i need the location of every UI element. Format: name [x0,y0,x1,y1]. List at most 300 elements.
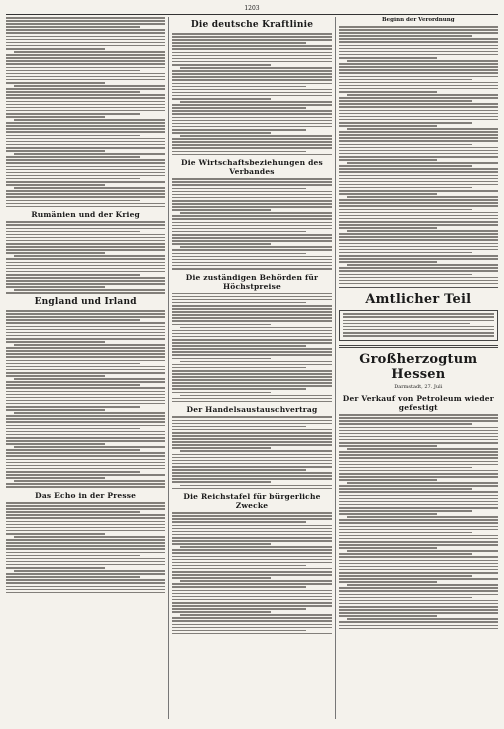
text-line [172,515,331,517]
text-line [14,255,165,257]
text-line [339,38,498,40]
text-line [172,543,271,545]
text-line [339,113,498,115]
text-line [172,129,306,131]
text-line [6,555,140,557]
text-line [172,126,331,128]
text-line [339,215,498,217]
text-line [6,70,140,72]
text-line [6,403,165,405]
text-line [339,178,498,180]
text-line [172,147,331,149]
text-line [6,338,165,340]
text-line [339,218,498,220]
text-line [339,29,498,31]
text-line [172,633,331,635]
text-line [6,387,165,389]
text-line [339,427,498,429]
text-line [172,599,331,601]
text-line [339,267,498,269]
text-line [6,363,140,365]
text-line [6,32,165,34]
text-line [172,55,331,57]
text-line [172,89,331,91]
text-line [6,564,165,566]
section-title-hessen: Großherzogtum Hessen [359,352,478,383]
text-line [6,517,165,519]
text-line [339,479,438,481]
text-line [6,579,165,581]
text-line [172,79,331,81]
text-line [6,206,165,208]
text-line [172,262,331,264]
text-line [172,568,331,570]
text-line [6,138,165,140]
text-line [180,135,331,137]
text-line [172,351,331,353]
text-line [172,354,331,356]
text-line [172,345,306,347]
text-line [6,589,165,591]
text-line [6,369,165,371]
text-line [6,391,165,393]
text-line [172,259,331,261]
text-line [339,57,438,59]
text-line [339,485,498,487]
text-line [339,609,498,611]
text-line [339,249,498,251]
text-line [172,70,331,72]
text-line [172,537,331,539]
text-line [6,156,140,158]
text-line [343,313,494,315]
text-line [172,577,271,579]
text-line [172,36,331,38]
column-right [335,17,498,719]
text-line [339,224,498,226]
text-line [172,457,331,459]
text-line [6,97,165,99]
text-line [172,590,331,592]
text-line [6,107,165,109]
text-line [6,280,165,282]
text-line [172,42,306,44]
text-line [172,48,331,50]
text-line [339,100,473,102]
text-line [6,542,165,544]
text-line [172,302,306,304]
article-body [339,414,498,629]
text-line [339,606,498,608]
text-line [347,264,498,266]
text-line [339,202,498,204]
text-line [172,305,331,307]
text-line [6,375,105,377]
text-line [6,533,105,535]
newspaper-page [6,5,498,719]
text-line [172,416,331,418]
text-line [6,561,165,563]
text-line [339,587,498,589]
text-line [6,196,165,198]
text-line [343,316,494,318]
text-line [172,602,331,604]
text-line [6,400,165,402]
text-line [339,488,473,490]
text-line [339,209,473,211]
text-line [172,556,331,558]
text-line [172,240,331,242]
text-line [339,35,473,37]
text-line [339,72,498,74]
text-line [347,516,498,518]
text-line [343,323,470,325]
text-line [172,463,331,465]
text-line [172,98,271,100]
text-line [6,329,165,331]
text-line [172,308,331,310]
text-line [339,156,498,158]
text-line [6,203,165,205]
text-line [172,138,331,140]
text-line [339,603,498,605]
text-line [172,549,331,551]
article-body [6,310,165,488]
text-line [339,137,498,139]
text-line [172,472,331,474]
text-line [339,430,498,432]
text-line [6,23,165,25]
text-line [339,277,498,279]
text-line [339,553,473,555]
text-line [6,483,165,485]
text-line [339,529,498,531]
text-line [172,200,331,202]
text-line [172,370,331,372]
text-line [6,252,105,254]
text-line [172,95,331,97]
text-line [172,401,331,403]
text-line [172,194,331,196]
text-line [6,243,165,245]
text-line [172,382,331,384]
text-line [172,373,331,375]
text-line [6,548,165,550]
headline: Die deutsche Kraftlinie [190,20,314,30]
text-line [6,181,165,183]
text-line [6,508,165,510]
text-line [339,535,498,537]
text-line [6,240,165,242]
text-line [180,327,331,329]
text-line [172,320,331,322]
text-line [339,628,498,630]
text-line [172,45,331,47]
text-line [339,63,498,65]
text-line [172,608,306,610]
text-line [14,412,165,414]
text-line [339,131,498,133]
text-line [6,443,105,445]
text-line [339,246,498,248]
text-line [339,560,498,562]
text-line [6,104,165,106]
text-line [6,17,165,19]
text-line [6,162,165,164]
text-line [347,584,498,586]
headline: Der Verkauf von Petroleum wieder gefestigt [342,394,494,413]
text-line [339,581,438,583]
text-line [172,620,331,622]
text-line [6,437,165,439]
text-line [172,299,331,301]
text-line [347,618,498,620]
text-line [172,144,331,146]
text-line [172,333,331,335]
text-line [172,376,331,378]
text-line [14,289,165,291]
text-line [6,150,105,152]
text-line [6,582,165,584]
text-line [172,209,271,211]
text-line [339,54,498,56]
text-line [339,239,498,241]
text-line [172,429,331,431]
headline: Das Echo in der Presse [35,491,137,500]
text-line [172,317,331,319]
text-line [172,426,306,428]
text-line [6,465,165,467]
headline: Rumänien und der Krieg [31,210,141,220]
text-line [180,67,331,69]
text-line [339,187,473,189]
text-line [172,367,306,369]
text-line [343,329,494,331]
text-line [172,420,331,422]
text-line [172,562,331,564]
text-line [339,423,473,425]
text-line [172,528,331,530]
section-title-official: Amtlicher Teil [365,292,472,308]
text-line [6,409,105,411]
text-line [6,169,165,171]
text-line [6,231,140,233]
text-line [172,593,331,595]
text-line [172,586,306,588]
text-line [6,477,105,479]
text-line [172,249,331,251]
text-line [6,459,165,461]
text-line [339,600,498,602]
text-line [339,612,498,614]
text-line [6,67,165,69]
text-line [14,570,165,572]
text-line [172,117,331,119]
text-line [172,52,331,54]
text-line [339,32,498,34]
article-body [172,178,331,269]
text-line [6,277,165,279]
divider [339,287,498,288]
text-line [339,41,498,43]
text-line [172,435,331,437]
text-line [6,418,165,420]
text-line [339,66,498,68]
text-line [172,432,331,434]
text-line [6,159,165,161]
header-rule [6,14,498,15]
text-line [6,292,165,294]
text-line [6,20,165,22]
text-line [172,444,331,446]
text-line [339,457,498,459]
text-line [172,120,331,122]
text-line [172,447,271,449]
article-body [6,221,165,294]
text-line [339,507,498,509]
headline: Der Handelsaustauschvertrag [186,405,318,415]
text-line [6,147,165,149]
text-line [6,462,165,464]
text-line [6,471,140,473]
text-line [180,246,331,248]
text-line [6,326,165,328]
text-line [6,116,105,118]
text-line [172,385,331,387]
text-line [339,175,498,177]
text-line [180,450,331,452]
text-line [6,576,140,578]
text-line [6,101,165,103]
text-line [180,614,331,616]
text-line [172,73,331,75]
columns [6,17,498,719]
text-line [339,280,498,282]
text-line [6,310,165,312]
text-line [339,476,498,478]
text-line [180,580,331,582]
text-line [339,566,498,568]
text-line [339,45,498,47]
text-line [6,249,165,251]
text-line [6,372,165,374]
text-line [339,97,498,99]
text-line [339,544,498,546]
text-line [339,578,498,580]
text-line [172,191,331,193]
text-line [339,165,473,167]
text-line [172,39,331,41]
text-line [172,364,331,366]
text-line [339,221,498,223]
article-body [172,33,331,155]
text-line [172,571,331,573]
text-line [339,91,438,93]
text-line [6,350,165,352]
text-line [6,29,165,31]
text-line [14,344,165,346]
text-line [6,63,165,65]
headline: Die Reichstafel für bürgerliche Zwecke [183,492,321,511]
text-line [172,132,271,134]
text-line [172,197,331,199]
text-line [339,563,498,565]
text-line [172,454,331,456]
text-line [6,567,105,569]
text-line [6,558,165,560]
text-line [6,224,165,226]
text-line [6,113,140,115]
text-line [172,611,271,613]
text-line [172,336,331,338]
text-line [180,361,331,363]
text-line [6,313,165,315]
text-line [172,92,331,94]
text-line [339,420,498,422]
text-line [172,441,331,443]
text-line [339,597,473,599]
text-line [339,171,498,173]
text-line [180,485,331,487]
text-line [6,57,165,59]
text-line [339,621,498,623]
text-line [172,222,331,224]
text-line [343,320,494,322]
text-line [172,339,331,341]
text-line [172,574,331,576]
text-line [339,498,498,500]
text-line [339,414,498,416]
text-line [172,184,331,186]
text-line [339,445,438,447]
text-line [339,625,498,627]
text-line [172,392,271,394]
text-line [172,324,271,326]
text-line [6,530,165,532]
text-line [180,546,331,548]
page-number: 1203 [244,5,260,12]
text-line [172,466,331,468]
text-line [6,144,165,146]
text-line [172,512,331,514]
text-line [6,172,165,174]
text-line [339,590,498,592]
text-line [6,128,165,130]
text-line [172,525,331,527]
text-line [172,627,331,629]
text-line [339,233,498,235]
text-line [172,243,271,245]
text-line [172,234,331,236]
text-line [6,262,165,264]
text-line [339,451,498,453]
text-line [6,48,105,50]
text-line [6,449,140,451]
text-line [172,154,331,156]
text-line [339,236,498,238]
text-line [347,162,498,164]
text-line [6,228,165,230]
divider [339,345,498,348]
text-line [6,360,165,362]
text-line [6,60,165,62]
text-line [172,58,331,60]
text-line [343,326,494,328]
text-line [339,491,498,493]
text-line [6,39,165,41]
text-line [172,237,331,239]
text-line [339,454,498,456]
